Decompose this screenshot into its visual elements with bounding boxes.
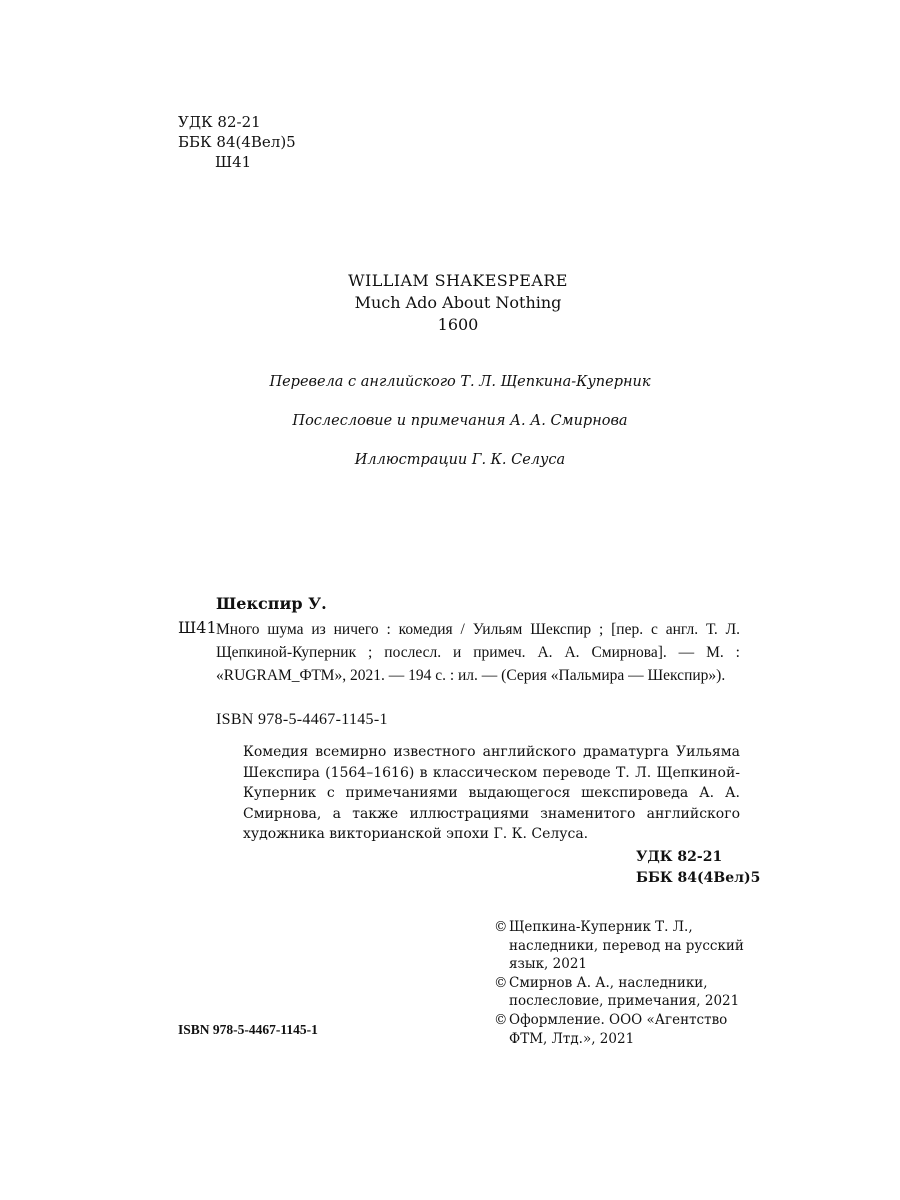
- catalog-author-heading: Шекспир У.: [216, 594, 327, 613]
- udk-code: УДК 82-21: [178, 113, 261, 131]
- copyright-entry: [494, 974, 754, 1011]
- copyright-symbol: ©: [494, 919, 508, 935]
- catalog-isbn: ISBN 978-5-4467-1145-1: [216, 711, 388, 728]
- copyright-entry: [494, 1011, 754, 1048]
- afterword-credit: Послесловие и примечания А. А. Смирнова: [292, 413, 628, 429]
- author-mark: Ш41: [215, 153, 252, 171]
- copyright-symbol: ©: [494, 1011, 508, 1028]
- copyright-symbol: ©: [494, 974, 508, 991]
- original-title-block: [0, 270, 900, 336]
- classification-block: [178, 112, 296, 172]
- original-year: 1600: [437, 315, 479, 334]
- catalog-bbk: ББК 84(4Вел)5: [636, 870, 761, 886]
- original-author: WILLIAM SHAKESPEARE: [348, 271, 568, 290]
- catalog-mark: Ш41: [178, 618, 217, 637]
- translator-credit: Перевела с английского Т. Л. Щепкина-Куперник: [269, 374, 651, 390]
- annotation: Комедия всемирно известного английского драматурга Уильяма Шекспира (1564–1616) в классическом переводе Т. Л. Щепкиной-Куперник с примечаниями выдающегося шекспироведа А. А. Смирнова, а также иллюстрациями знаменитого английского художника викторианской эпохи Г. К. Селуса.: [243, 744, 740, 842]
- copyright-entry: [494, 918, 754, 974]
- illustrations-credit: Иллюстрации Г. К. Селуса: [354, 452, 566, 468]
- copyright-text: Смирнов А. А., наследники, послесловие, примечания, 2021: [509, 974, 740, 1010]
- catalog-udk: УДК 82-21: [636, 849, 723, 865]
- isbn-bottom: ISBN 978-5-4467-1145-1: [178, 1022, 318, 1037]
- original-title: Much Ado About Nothing: [354, 293, 562, 312]
- copyright-text: Оформление. ООО «Агентство ФТМ, Лтд.», 2021: [509, 1011, 728, 1047]
- catalog-classification: [636, 847, 760, 889]
- catalog-description: Много шума из ничего : комедия / Уильям Шекспир ; [пер. с англ. Т. Л. Щепкиной-Куперник ; послесл. и примеч. А. А. Смирнова]. — М. : «RUGRAM_ФТМ», 2021. — 194 с. : ил. — (Серия «Пальмира — Шекспир»).: [216, 621, 740, 684]
- copyright-block: [494, 918, 754, 1048]
- copyright-text: Щепкина-Куперник Т. Л., наследники, перевод на русский язык, 2021: [509, 919, 744, 973]
- bbk-code: ББК 84(4Вел)5: [178, 133, 296, 151]
